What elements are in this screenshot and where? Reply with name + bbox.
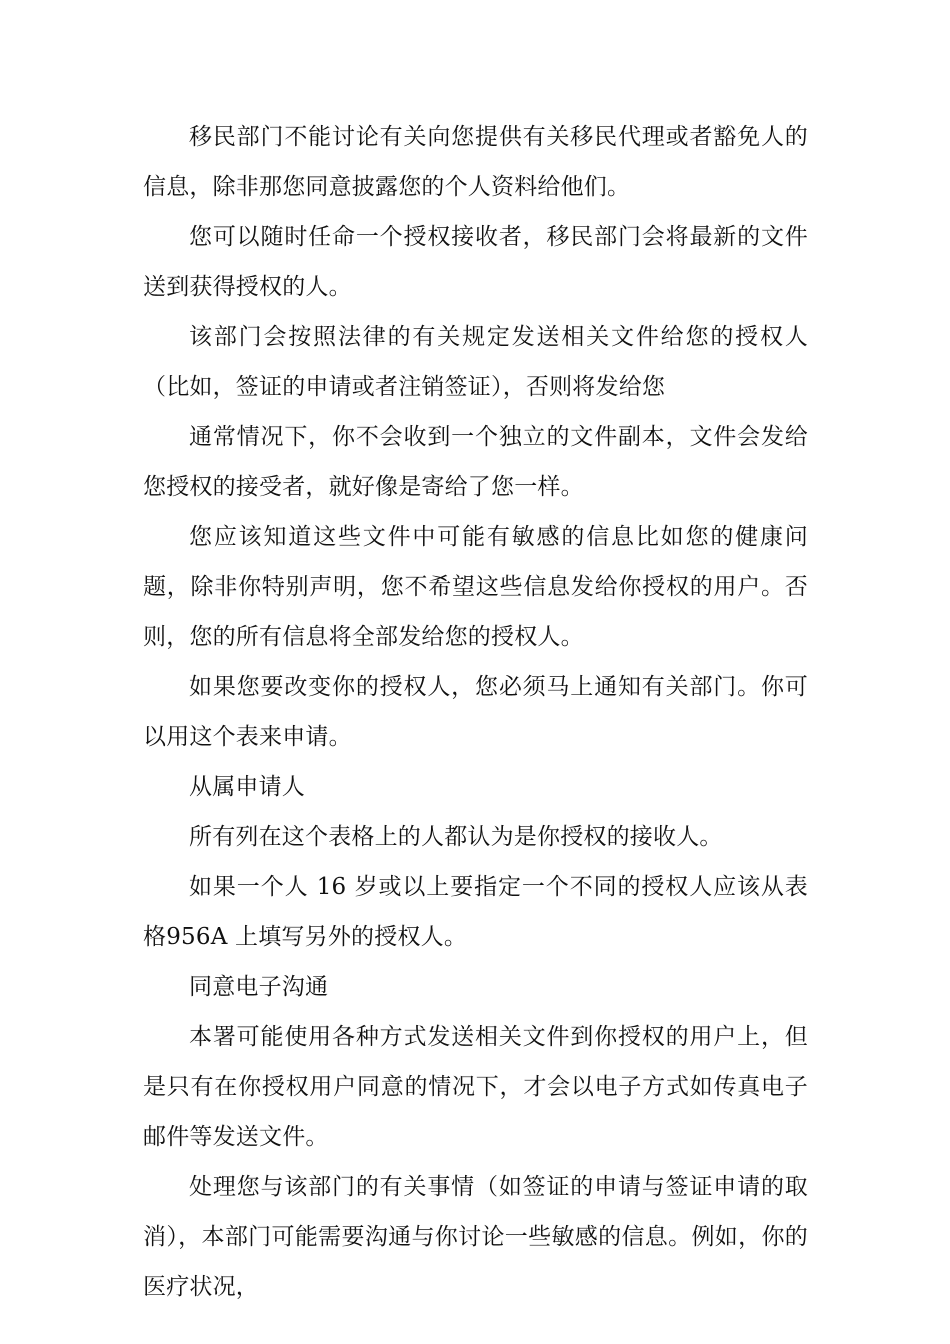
paragraph-legal-documents: 该部门会按照法律的有关规定发送相关文件给您的授权人（比如，签证的申请或者注销签证），否则将发给您 (143, 324, 808, 400)
paragraph-change-recipient: 如果您要改变你的授权人，您必须马上通知有关部门。你可以用这个表来申请。 (143, 674, 808, 750)
paragraph-sensitive-discussion: 处理您与该部门的有关事情（如签证的申请与签证申请的取消），本部门可能需要沟通与你讨论一些敏感的信息。例如，你的医疗状况， (143, 1174, 808, 1300)
paragraph-age-16-form: 如果一个人 16 岁或以上要指定一个不同的授权人应该从表格956A 上填写另外的授权人。 (143, 874, 808, 950)
paragraph-agent-disclosure: 移民部门不能讨论有关向您提供有关移民代理或者豁免人的信息，除非那您同意披露您的个人资料给他们。 (143, 124, 808, 200)
paragraph-sensitive-info: 您应该知道这些文件中可能有敏感的信息比如您的健康问题，除非你特别声明，您不希望这些信息发给你授权的用户。否则，您的所有信息将全部发给您的授权人。 (143, 524, 808, 650)
document-body (143, 112, 808, 1312)
heading-electronic-consent: 同意电子沟通 (189, 974, 329, 1000)
paragraph-document-copy: 通常情况下，你不会收到一个独立的文件副本，文件会发给您授权的接受者，就好像是寄给了您一样。 (143, 424, 808, 500)
paragraph-electronic-methods: 本署可能使用各种方式发送相关文件到你授权的用户上，但是只有在你授权用户同意的情况下，才会以电子方式如传真电子邮件等发送文件。 (143, 1024, 808, 1150)
paragraph-appoint-recipient: 您可以随时任命一个授权接收者，移民部门会将最新的文件送到获得授权的人。 (143, 224, 808, 300)
heading-dependent-applicants: 从属申请人 (189, 774, 305, 800)
paragraph-listed-persons: 所有列在这个表格上的人都认为是你授权的接收人。 (189, 824, 723, 850)
